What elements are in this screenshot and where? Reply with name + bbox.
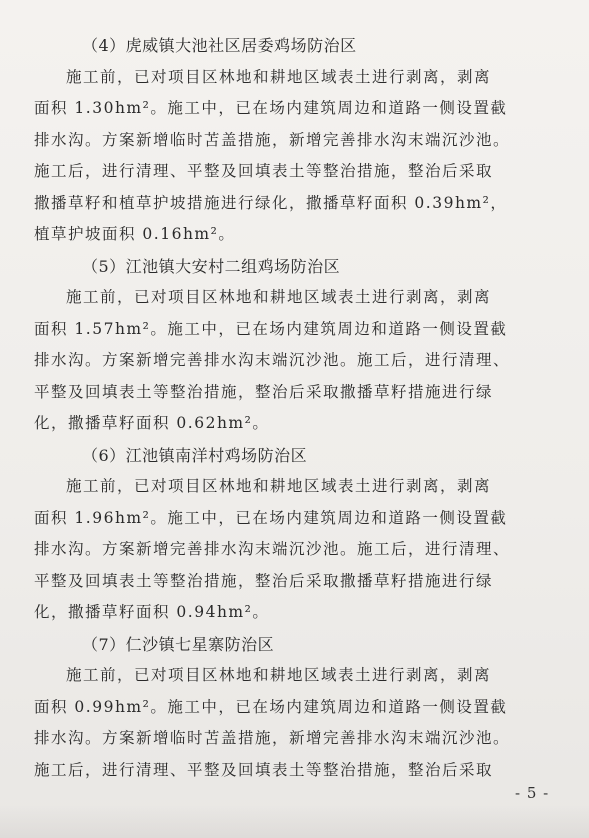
section-paragraph: [34, 282, 554, 440]
section-heading: （4）虎威镇大池社区居委鸡场防治区: [82, 36, 357, 55]
paragraph-line: 平整及回填表土等整治措施，整治后采取撒播草籽措施进行绿: [34, 382, 494, 401]
paragraph-line: 撒播草籽和植草护坡措施进行绿化，撒播草籽面积 0.39hm²，: [34, 193, 508, 212]
paragraph-line: 面积 1.96hm²。施工中，已在场内建筑周边和道路一侧设置截: [34, 508, 508, 527]
section-paragraph: [34, 62, 554, 251]
paragraph-line: 施工前，已对项目区林地和耕地区域表土进行剥离，剥离: [66, 666, 492, 684]
section-heading: （5）江池镇大安村二组鸡场防治区: [82, 256, 341, 276]
paragraph-line: 化，撒播草籽面积 0.62hm²。: [34, 414, 270, 432]
paragraph-line: 排水沟。方案新增临时苫盖措施，新增完善排水沟末端沉沙池。: [34, 130, 511, 149]
paragraph-line: 植草护坡面积 0.16hm²。: [34, 225, 236, 243]
paragraph-line: 施工前，已对项目区林地和耕地区域表土进行剥离，剥离: [66, 288, 492, 306]
paragraph-line: 施工前，已对项目区林地和耕地区域表土进行剥离，剥离: [66, 477, 492, 495]
paragraph-line: 平整及回填表土等整治措施，整治后采取撒播草籽措施进行绿: [34, 571, 494, 590]
paragraph-line: 排水沟。方案新增完善排水沟末端沉沙池。施工后，进行清理、: [34, 540, 511, 558]
document-body: [34, 30, 554, 786]
paragraph-line: 面积 0.99hm²。施工中，已在场内建筑周边和道路一侧设置截: [34, 697, 508, 716]
scan-shadow: [0, 805, 589, 838]
paragraph-line: 排水沟。方案新增临时苫盖措施，新增完善排水沟末端沉沙池。: [34, 729, 511, 747]
section-paragraph: [34, 660, 554, 786]
section-heading: （7）仁沙镇七星寨防治区: [82, 634, 275, 654]
section-heading: （6）江池镇南洋村鸡场防治区: [82, 445, 308, 465]
paragraph-line: 施工后，进行清理、平整及回填表土等整治措施，整治后采取: [34, 760, 494, 779]
page-number: - 5 -: [515, 784, 550, 802]
paragraph-line: 施工后，进行清理、平整及回填表土等整治措施，整治后采取: [34, 162, 494, 180]
section-paragraph: [34, 471, 554, 629]
paragraph-line: 排水沟。方案新增完善排水沟末端沉沙池。施工后，进行清理、: [34, 351, 511, 369]
paragraph-line: 化，撒播草籽面积 0.94hm²。: [34, 603, 270, 621]
paragraph-line: 面积 1.57hm²。施工中，已在场内建筑周边和道路一侧设置截: [34, 319, 508, 338]
paragraph-line: 施工前，已对项目区林地和耕地区域表土进行剥离，剥离: [66, 67, 492, 86]
paragraph-line: 面积 1.30hm²。施工中，已在场内建筑周边和道路一侧设置截: [34, 99, 508, 117]
